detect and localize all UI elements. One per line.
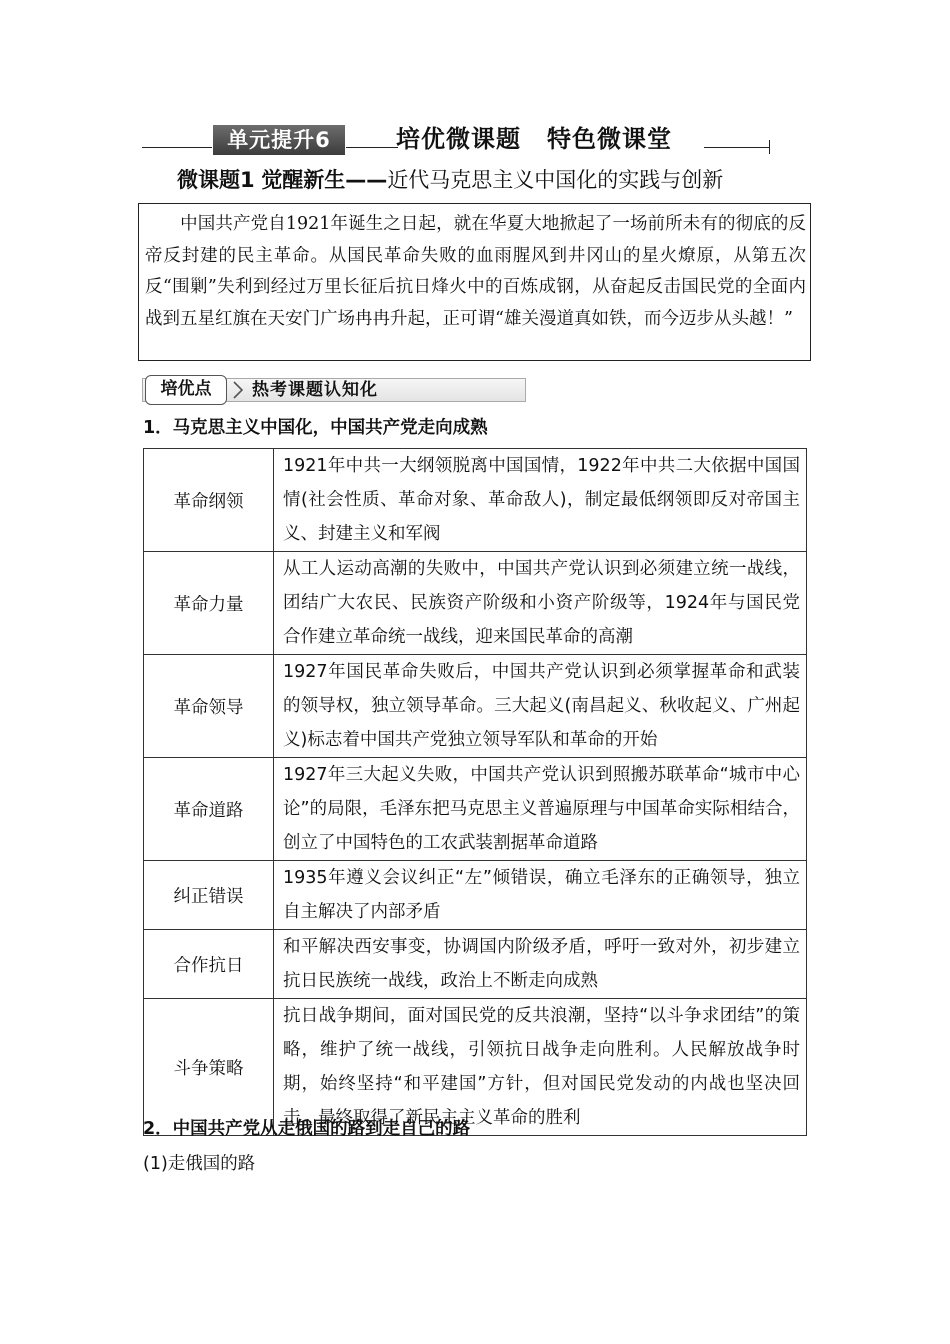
row-value: 1927年三大起义失败，中国共产党认识到照搬苏联革命“城市中心论”的局限，毛泽东把马克思主义普遍原理与中国革命实际相结合，创立了中国特色的工农武装割据革命道路 [274,758,807,861]
unit-badge: 单元提升6 [213,125,345,155]
section2-heading: 2．中国共产党从走俄国的路到走自己的路 [143,1119,471,1139]
table-row [144,655,807,758]
section-tag-pill: 培优点 [145,375,227,405]
table-row [144,552,807,655]
header-rule-left [142,147,212,148]
lesson-label: 微课题1 [177,168,255,192]
table-row [144,449,807,552]
header-rule-tick [769,140,770,154]
row-key: 斗争策略 [144,999,274,1136]
row-value: 抗日战争期间，面对国民党的反共浪潮，坚持“以斗争求团结”的策略，维护了统一战线，引领抗日战争走向胜利。人民解放战争时期，始终坚持“和平建国”方针，但对国民党发动的内战也坚决回击，最终取得了新民主主义革命的胜利 [274,999,807,1136]
row-value: 1935年遵义会议纠正“左”倾错误，确立毛泽东的正确领导，独立自主解决了内部矛盾 [274,861,807,930]
row-key: 革命领导 [144,655,274,758]
lesson-subtitle [177,164,723,196]
revolution-table [143,448,807,1136]
header-title-part1: 培优微课题 [396,125,521,153]
chevron-right-icon [228,380,248,400]
section1-heading: 1．马克思主义中国化，中国共产党走向成熟 [143,418,488,438]
row-key: 革命力量 [144,552,274,655]
intro-box [138,203,811,361]
section-tag [142,375,526,403]
table-row [144,758,807,861]
row-key: 革命道路 [144,758,274,861]
lesson-heading: 觉醒新生—— [261,168,388,192]
header-title [396,123,672,155]
intro-text: 中国共产党自1921年诞生之日起，就在华夏大地掀起了一场前所未有的彻底的反帝反封建的民主革命。从国民革命失败的血雨腥风到井冈山的星火燎原，从第五次反“围剿”失利到经过万里长征后抗日烽火中的百炼成钢，从奋起反击国民党的全面内战到五星红旗在天安门广场冉冉升起，正可谓“雄关漫道真如铁，而今迈步从头越！” [145,214,806,329]
row-value: 从工人运动高潮的失败中，中国共产党认识到必须建立统一战线，团结广大农民、民族资产阶级和小资产阶级等，1924年与国民党合作建立革命统一战线，迎来国民革命的高潮 [274,552,807,655]
lesson-topic: 近代马克思主义中国化的实践与创新 [387,168,724,192]
header-rule-middle [346,147,398,148]
row-key: 纠正错误 [144,861,274,930]
table-row [144,861,807,930]
row-key: 合作抗日 [144,930,274,999]
row-key: 革命纲领 [144,449,274,552]
row-value: 1927年国民革命失败后，中国共产党认识到必须掌握革命和武装的领导权，独立领导革命。三大起义(南昌起义、秋收起义、广州起义)标志着中国共产党独立领导军队和革命的开始 [274,655,807,758]
row-value: 1921年中共一大纲领脱离中国国情，1922年中共二大依据中国国情(社会性质、革命对象、革命敌人)，制定最低纲领即反对帝国主义、封建主义和军阀 [274,449,807,552]
row-value: 和平解决西安事变，协调国内阶级矛盾，呼吁一致对外，初步建立抗日民族统一战线，政治上不断走向成熟 [274,930,807,999]
header-rule-right [704,147,770,148]
section-tag-text: 热考课题认知化 [252,380,378,400]
header-title-part2: 特色微课堂 [547,125,672,153]
table-row [144,930,807,999]
section2-subheading: (1)走俄国的路 [143,1154,256,1174]
